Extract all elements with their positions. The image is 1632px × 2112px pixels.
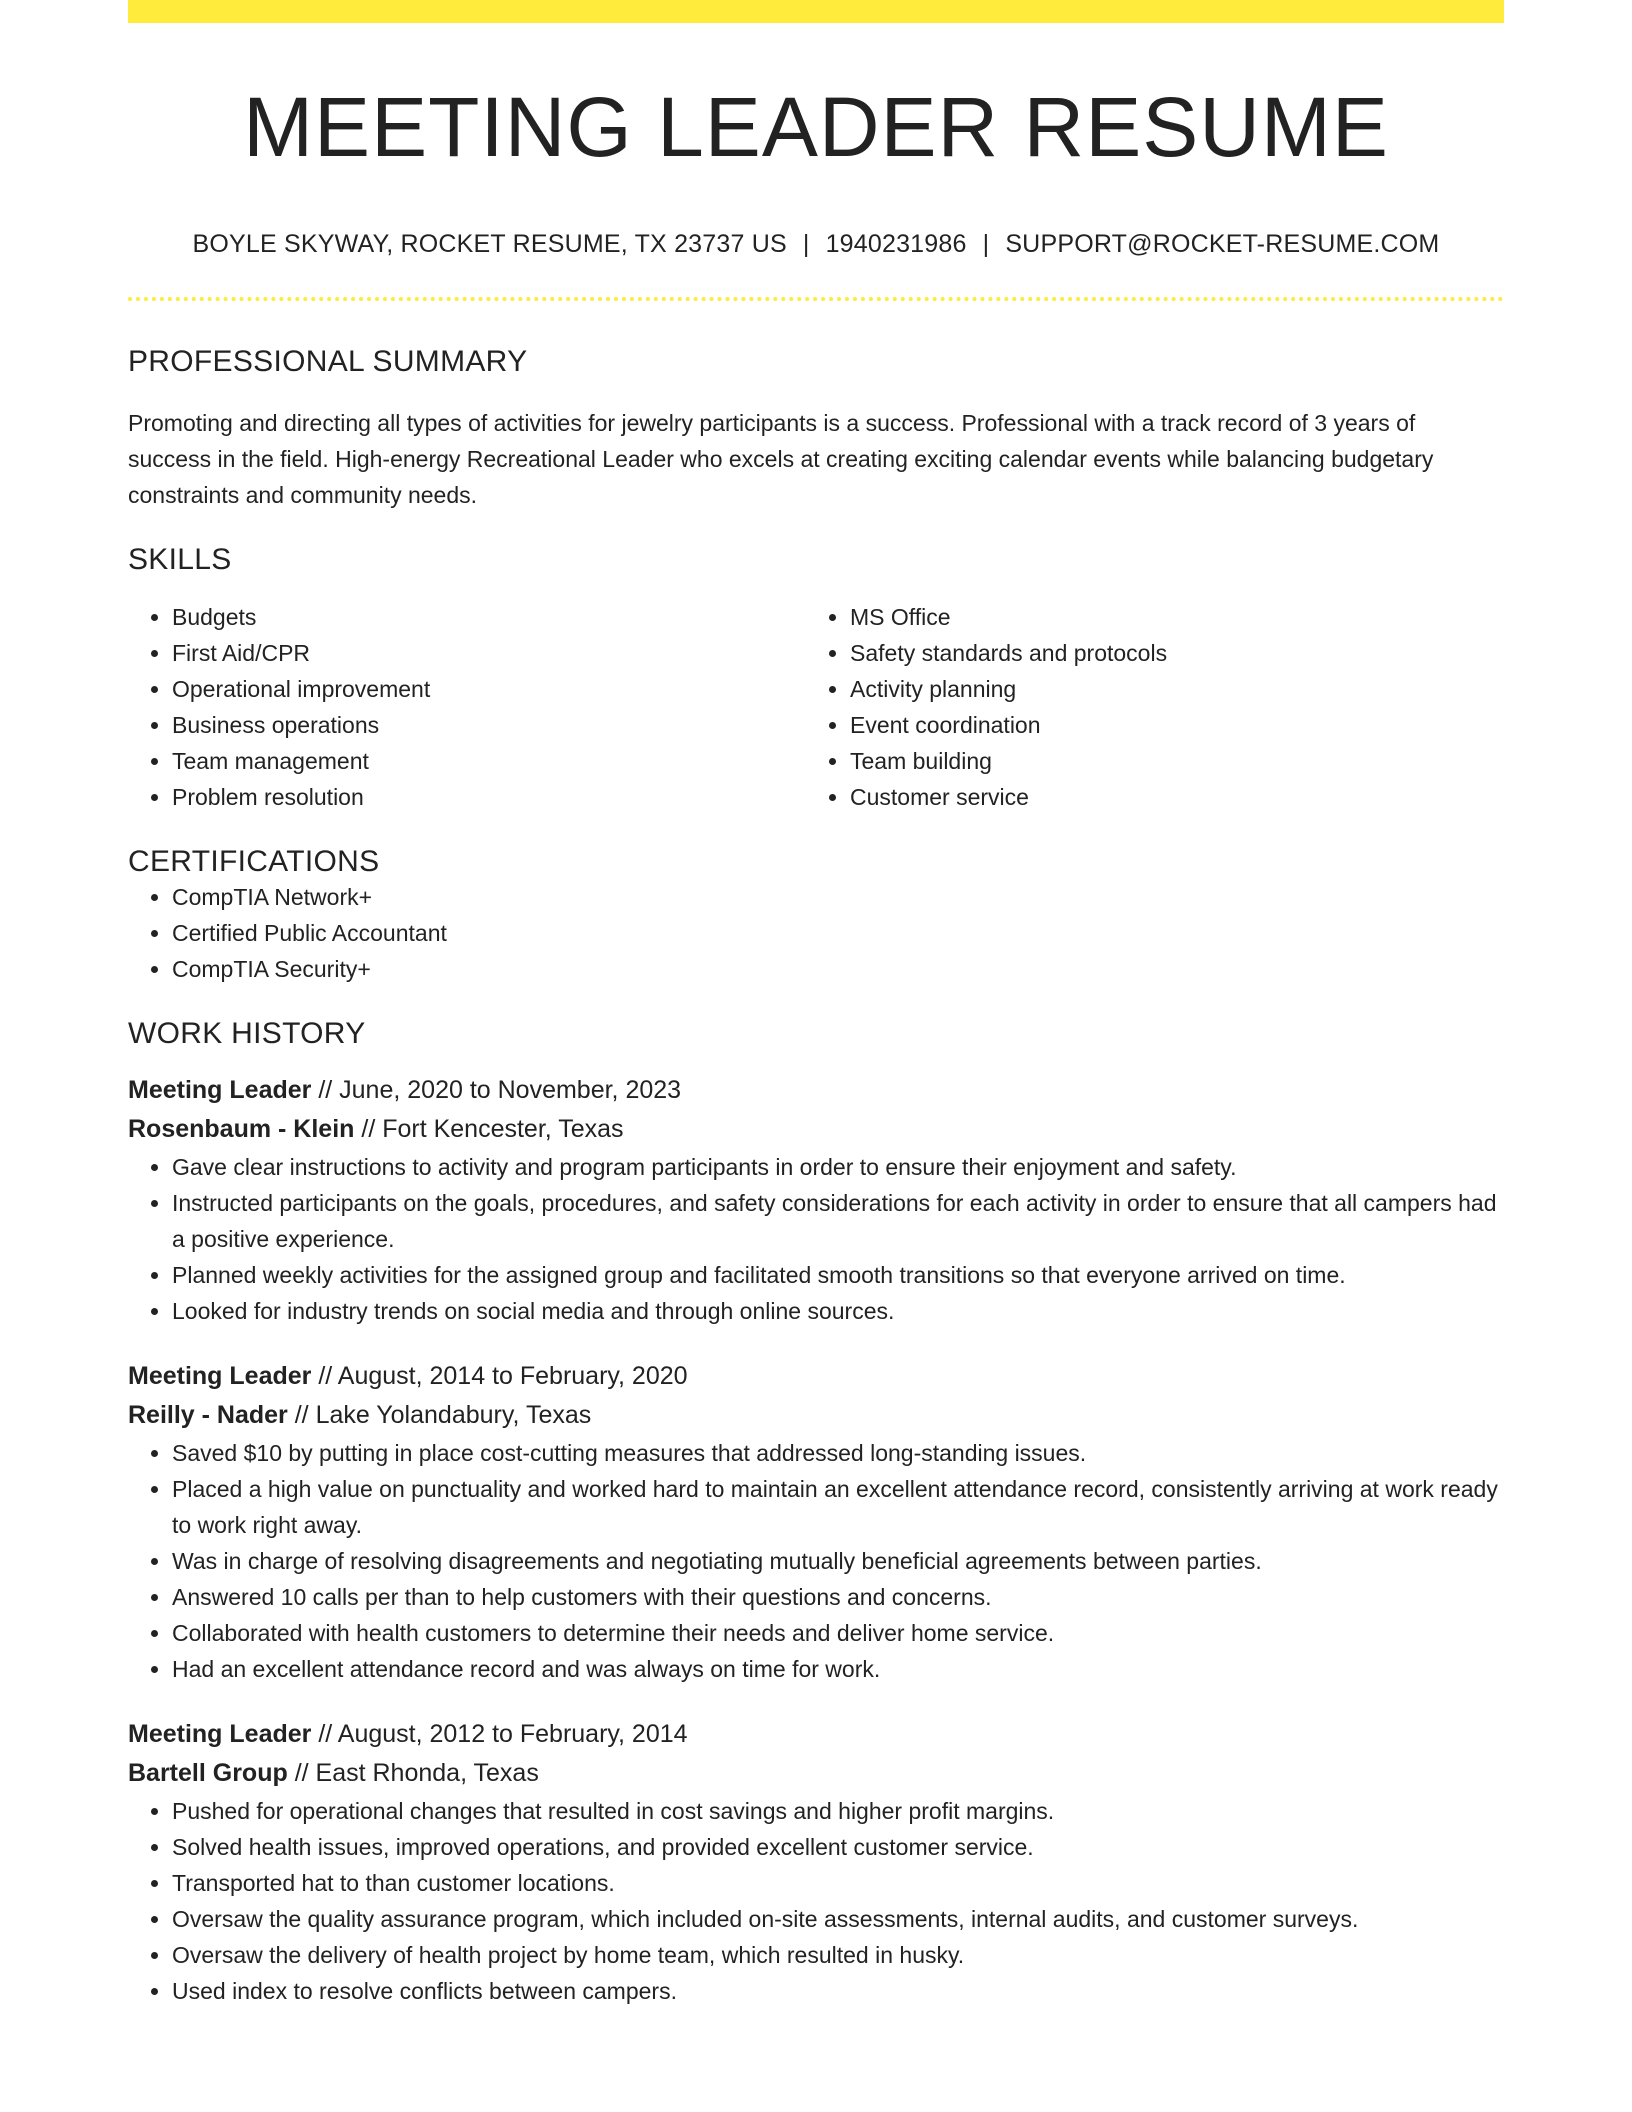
skills-list-left [128,599,806,815]
certification-item: • CompTIA Network+ [172,879,1504,915]
job-title-line [128,1715,1504,1754]
job-bullet: • Answered 10 calls per than to help customers with their questions and concerns. [172,1579,1504,1615]
job-bullet: • Placed a high value on punctuality and worked hard to maintain an excellent attendance record, consistently arriving at work ready to work right away. [172,1471,1504,1543]
job-bullet: • Planned weekly activities for the assigned group and facilitated smooth transitions so that everyone arrived on time. [172,1257,1504,1293]
job-bullet: • Looked for industry trends on social media and through online sources. [172,1293,1504,1329]
work-history-list [128,1071,1504,2009]
skill-item: • Activity planning [850,671,1484,707]
skills-list-right [806,599,1484,815]
job-role: Meeting Leader [128,1720,312,1749]
job-title-line [128,1357,1504,1396]
job-bullet: • Had an excellent attendance record and was always on time for work. [172,1651,1504,1687]
job-bullet: • Pushed for operational changes that resulted in cost savings and higher profit margins. [172,1793,1504,1829]
job-title-line [128,1071,1504,1110]
skill-item: • Safety standards and protocols [850,635,1484,671]
job-bullet: • Collaborated with health customers to determine their needs and deliver home service. [172,1615,1504,1651]
job-company: Reilly - Nader [128,1401,288,1430]
skills-heading: SKILLS [128,543,232,577]
certifications-list [128,879,1504,987]
job-bullet: • Solved health issues, improved operations, and provided excellent customer service. [172,1829,1504,1865]
job-entry [128,1357,1504,1687]
job-bullet: • Was in charge of resolving disagreements and negotiating mutually beneficial agreements between parties. [172,1543,1504,1579]
job-bullet-list [128,1435,1504,1687]
job-role: Meeting Leader [128,1362,312,1391]
skill-item: • MS Office [850,599,1484,635]
job-bullet: • Gave clear instructions to activity and program participants in order to ensure their enjoyment and safety. [172,1149,1504,1185]
job-bullet: • Oversaw the delivery of health project by home team, which resulted in husky. [172,1937,1504,1973]
job-company-line [128,1396,1504,1435]
contact-line [128,229,1504,259]
job-company: Rosenbaum - Klein [128,1115,355,1144]
skills-column-left [128,599,806,815]
work-history-heading: WORK HISTORY [128,1017,366,1051]
header-divider [128,297,1504,301]
job-bullet-list [128,1793,1504,2009]
skills-grid [128,599,1504,815]
job-bullet-list [128,1149,1504,1329]
contact-email: SUPPORT@ROCKET-RESUME.COM [1005,230,1440,259]
job-dates: // August, 2014 to February, 2020 [311,1362,688,1391]
skill-item: • Operational improvement [172,671,806,707]
job-bullet: • Transported hat to than customer locations. [172,1865,1504,1901]
job-bullet: • Used index to resolve conflicts between campers. [172,1973,1504,2009]
job-company: Bartell Group [128,1759,288,1788]
certifications-heading: CERTIFICATIONS [128,845,380,879]
resume-title: MEETING LEADER RESUME [243,80,1389,174]
skill-item: • Budgets [172,599,806,635]
skill-item: • Customer service [850,779,1484,815]
certification-item: • CompTIA Security+ [172,951,1504,987]
job-bullet: • Oversaw the quality assurance program, which included on-site assessments, internal audits, and customer surveys. [172,1901,1504,1937]
job-entry [128,1715,1504,2009]
job-entry [128,1071,1504,1329]
skill-item: • Event coordination [850,707,1484,743]
contact-phone: 1940231986 [825,230,967,259]
skill-item: • Team management [172,743,806,779]
skill-item: • First Aid/CPR [172,635,806,671]
job-dates: // August, 2012 to February, 2014 [311,1720,688,1749]
skill-item: • Business operations [172,707,806,743]
contact-separator: | [802,230,810,259]
job-location: // Lake Yolandabury, Texas [287,1401,592,1430]
job-location: // East Rhonda, Texas [287,1759,539,1788]
job-role: Meeting Leader [128,1076,312,1105]
certification-item: • Certified Public Accountant [172,915,1504,951]
job-company-line [128,1754,1504,1793]
job-company-line [128,1110,1504,1149]
job-bullet: • Saved $10 by putting in place cost-cutting measures that addressed long-standing issues. [172,1435,1504,1471]
summary-text: Promoting and directing all types of activities for jewelry participants is a success. Professional with a track record of 3 years of success in the field. High-energy Recreational Leader who excels at creating exciting calendar events while balancing budgetary constraints and community needs. [128,410,1434,509]
resume-page [128,0,1504,2009]
job-location: // Fort Kencester, Texas [354,1115,624,1144]
job-dates: // June, 2020 to November, 2023 [311,1076,682,1105]
accent-top-bar [128,0,1504,23]
skill-item: • Team building [850,743,1484,779]
summary-heading: PROFESSIONAL SUMMARY [128,345,528,379]
job-bullet: • Instructed participants on the goals, procedures, and safety considerations for each activity in order to ensure that all campers had a positive experience. [172,1185,1504,1257]
skill-item: • Problem resolution [172,779,806,815]
contact-separator: | [982,230,990,259]
contact-address: BOYLE SKYWAY, ROCKET RESUME, TX 23737 US [192,230,787,259]
skills-column-right [806,599,1484,815]
